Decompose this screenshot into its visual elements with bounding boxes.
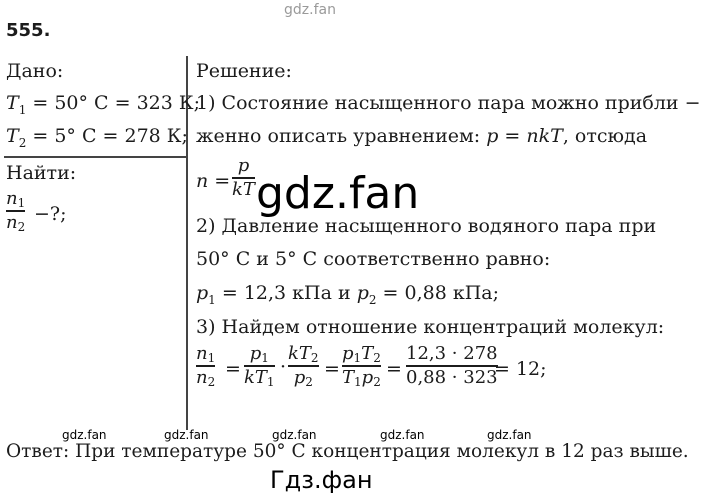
ratio-kT2-p2: kT2 p2 bbox=[288, 343, 319, 389]
watermark-row-5: gdz.fan bbox=[487, 428, 532, 442]
solution-heading: Решение: bbox=[196, 60, 292, 82]
eq-sign-2: = bbox=[324, 358, 340, 380]
step1-after: , отсюда bbox=[562, 125, 648, 147]
given-t1: $T_1 = 50^\circ$ C = 323 К; bbox=[6, 92, 200, 117]
given-t2-value: = 5° C = 278 К; bbox=[32, 125, 188, 147]
step1-equation: p = nkT bbox=[486, 125, 563, 147]
watermark-row-1: gdz.fan bbox=[62, 428, 107, 442]
step3-line1: 3) Найдем отношение концентраций молекул: bbox=[196, 316, 665, 338]
step2-line1: 2) Давление насыщенного водяного пара при bbox=[196, 215, 657, 237]
numeric-fraction bbox=[406, 345, 498, 387]
step2-pressures: $p_1 = 12,3$ кПа и $p_2 = 0,88$ кПа; bbox=[196, 282, 500, 307]
watermark-top: gdz.fan bbox=[284, 2, 336, 18]
watermark-bottom: Гдз.фан bbox=[270, 466, 373, 494]
watermark-center: gdz.fan bbox=[256, 168, 420, 219]
eq-sign-3: = bbox=[386, 358, 402, 380]
ratio-n: n1 n2 bbox=[196, 343, 216, 389]
step1-line2 bbox=[196, 127, 647, 146]
step1-line1: 1) Состояние насыщенного пара можно прибли − bbox=[196, 92, 701, 114]
ratio-p1-kT1: p1 kT1 bbox=[244, 343, 275, 389]
divider-given-find bbox=[4, 156, 187, 158]
n-fraction: p kT bbox=[232, 155, 255, 200]
step2-p1: = 12,3 кПа и bbox=[221, 282, 351, 304]
find-heading: Найти: bbox=[6, 162, 77, 184]
step2-p2: = 0,88 кПа; bbox=[382, 282, 500, 304]
n-equals: n = bbox=[196, 170, 231, 192]
given-heading: Дано: bbox=[6, 60, 64, 82]
given-t2: $T_2 = 5^\circ$ C = 278 К; bbox=[6, 125, 188, 150]
dot-sign: · bbox=[280, 356, 287, 378]
numeric-denominator: 0,88 · 323 bbox=[406, 366, 498, 388]
problem-number: 555. bbox=[6, 20, 51, 41]
find-suffix: −?; bbox=[34, 203, 67, 225]
step2-line2: 50° C и 5° C соответственно равно: bbox=[196, 248, 551, 270]
eq-sign-1: = bbox=[225, 358, 241, 380]
watermark-row-2: gdz.fan bbox=[164, 428, 209, 442]
find-fraction: n1 n2 bbox=[6, 188, 26, 234]
answer-line: Ответ: При температуре 50° C концентрация молекул в 12 раз выше. bbox=[6, 441, 689, 462]
ratio-p1T2-T1p2: p1T2 T1p2 bbox=[342, 343, 381, 389]
numeric-numerator: 12,3 · 278 bbox=[406, 343, 498, 364]
watermark-row-4: gdz.fan bbox=[380, 428, 425, 442]
given-t1-value: = 50° C = 323 К; bbox=[32, 92, 200, 114]
ratio-result: = 12; bbox=[494, 358, 547, 380]
watermark-row-3: gdz.fan bbox=[272, 428, 317, 442]
step1-text: женно описать уравнением: bbox=[196, 125, 481, 147]
